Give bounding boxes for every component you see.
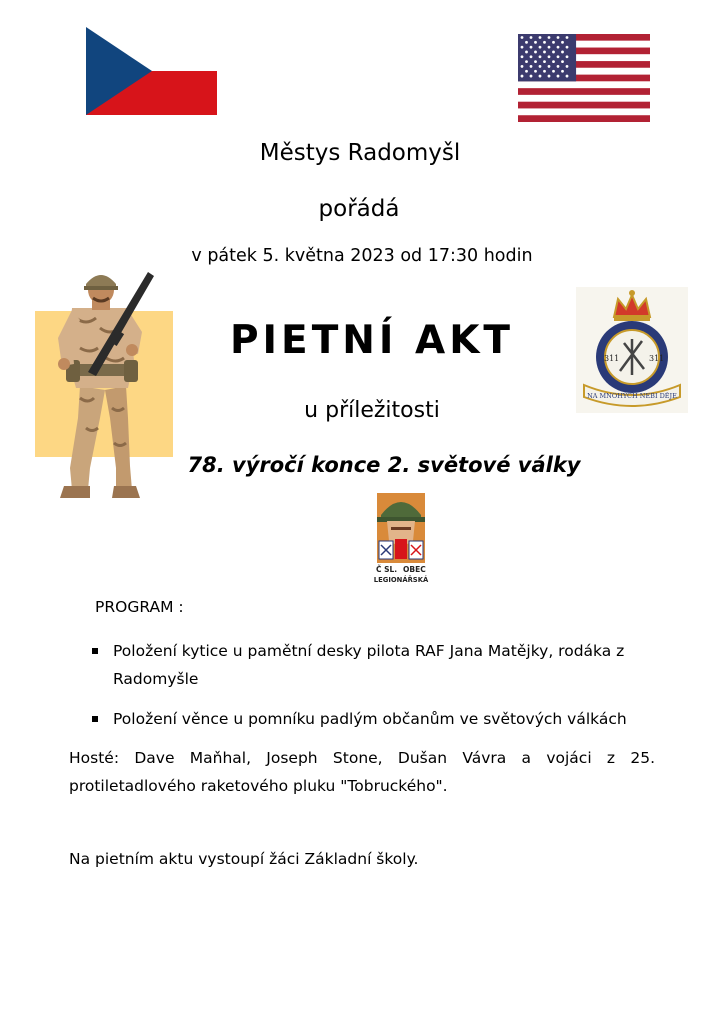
flag-star xyxy=(530,46,533,49)
flag-star xyxy=(548,46,551,49)
legion-logo-text-1: Č SL. xyxy=(376,565,398,574)
us-flag-icon xyxy=(518,34,650,122)
flag-star xyxy=(539,55,542,58)
flag-star xyxy=(534,41,537,44)
flag-star xyxy=(525,51,528,54)
flag-star xyxy=(539,36,542,39)
flag-star xyxy=(543,51,546,54)
flag-star xyxy=(566,75,569,78)
event-date: v pátek 5. května 2023 od 17:30 hodin xyxy=(191,246,533,266)
organizer-title: Městys Radomyšl xyxy=(259,140,461,166)
flag-star xyxy=(548,36,551,39)
flag-star xyxy=(561,60,564,63)
anniversary-text: 78. výročí konce 2. světové války xyxy=(187,453,581,477)
bullet-square-icon xyxy=(92,648,98,654)
flag-star xyxy=(552,51,555,54)
flag-star xyxy=(557,36,560,39)
flag-star xyxy=(539,46,542,49)
flag-star xyxy=(530,65,533,68)
flag-stripe xyxy=(518,88,650,95)
flag-star xyxy=(534,70,537,73)
guests-paragraph: Hosté: Dave Maňhal, Joseph Stone, Dušan Vávra a vojáci z 25. protiletadlového raketového pluku "Tobruckého". xyxy=(69,749,655,795)
flag-star xyxy=(566,46,569,49)
svg-text:311: 311 xyxy=(604,354,620,363)
flag-star xyxy=(534,60,537,63)
flag-star xyxy=(566,55,569,58)
flag-stripe xyxy=(518,102,650,109)
badge-scroll-text: NA MNOHÝCH NEBI DĚJE xyxy=(587,392,677,400)
legion-logo-text-2: OBEC xyxy=(403,565,426,574)
raf-squadron-badge-icon xyxy=(576,287,688,413)
flag-star xyxy=(525,70,528,73)
flag-stripe xyxy=(518,115,650,122)
flag-star xyxy=(525,41,528,44)
event-title: PIETNÍ AKT xyxy=(229,318,515,363)
flag-star xyxy=(552,70,555,73)
legion-logo-icon xyxy=(371,489,431,585)
flag-star xyxy=(521,46,524,49)
flag-star xyxy=(543,60,546,63)
flag-star xyxy=(534,51,537,54)
program-item xyxy=(91,637,651,693)
closing-note: Na pietním aktu vystoupí žáci Základní školy. xyxy=(69,850,419,868)
flag-star xyxy=(521,75,524,78)
flag-star xyxy=(552,60,555,63)
bullet-square-icon xyxy=(92,716,98,722)
organizes-verb: pořádá xyxy=(318,196,400,222)
program-heading: PROGRAM : xyxy=(95,598,184,616)
flag-star xyxy=(530,55,533,58)
flag-star xyxy=(539,75,542,78)
flag-star xyxy=(548,55,551,58)
flag-star xyxy=(548,75,551,78)
flag-star xyxy=(561,51,564,54)
flag-star xyxy=(530,36,533,39)
flag-star xyxy=(557,46,560,49)
flag-stripe xyxy=(518,108,650,115)
program-item-text: Položení věnce u pomníku padlým občanům ve světových válkách xyxy=(113,710,627,728)
svg-text:311: 311 xyxy=(649,354,665,363)
flag-star xyxy=(548,65,551,68)
flag-star xyxy=(525,60,528,63)
legion-logo-text-3: LEGIONÁŘSKÁ xyxy=(373,576,429,584)
flag-stripe xyxy=(518,95,650,102)
flag-star xyxy=(557,75,560,78)
flag-star xyxy=(539,65,542,68)
flag-star xyxy=(566,65,569,68)
flag-star xyxy=(561,70,564,73)
flag-star xyxy=(552,41,555,44)
flag-star xyxy=(521,55,524,58)
flag-stripe xyxy=(518,81,650,88)
flag-star xyxy=(566,36,569,39)
flag-star xyxy=(521,36,524,39)
program-item xyxy=(91,705,651,733)
program-item-text: Položení kytice u pamětní desky pilota RAF Jana Matějky, rodáka z Radomyšle xyxy=(113,642,625,688)
flag-star xyxy=(521,65,524,68)
flag-star xyxy=(543,70,546,73)
czech-flag-icon xyxy=(86,27,217,115)
flag-star xyxy=(557,55,560,58)
flag-star xyxy=(561,41,564,44)
flag-star xyxy=(557,65,560,68)
flag-star xyxy=(543,41,546,44)
flag-star xyxy=(530,75,533,78)
program-list xyxy=(91,637,651,733)
occasion-text: u příležitosti xyxy=(304,398,440,423)
